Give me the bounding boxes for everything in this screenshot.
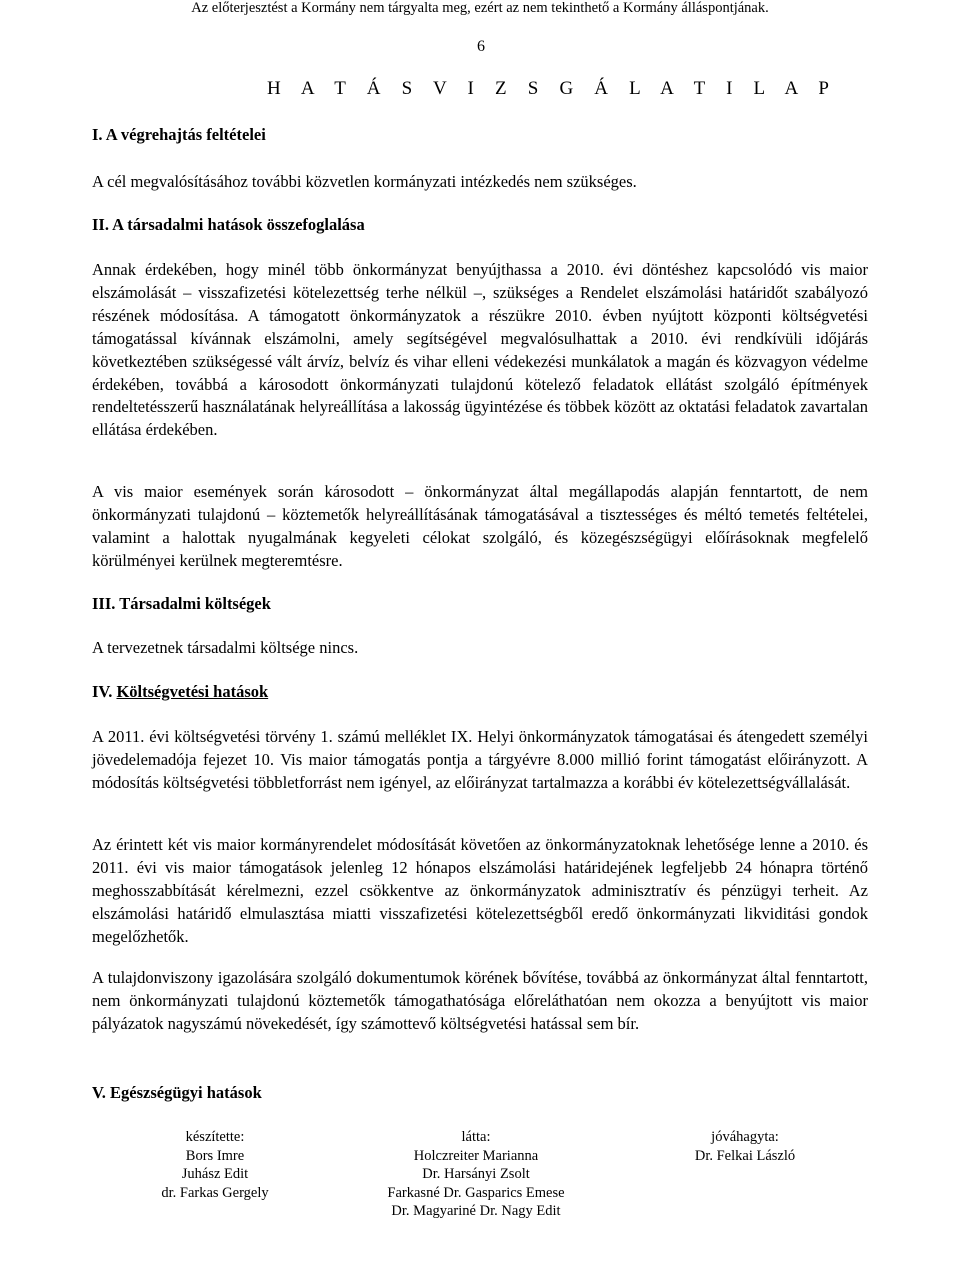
- signature-seen-name: Farkasné Dr. Gasparics Emese: [387, 1184, 565, 1201]
- signature-prepared-name: Juhász Edit: [181, 1166, 249, 1183]
- section-2-paragraph-1: Annak érdekében, hogy minél több önkormányzat benyújthassa a 2010. évi döntéshez kapcsolódó vis maior elszámolását – visszafizetési kötelezettség terhe nélkül –, szükséges a Rendelet elszámolási határidőt szabályozó részének módosítása. A támogatott önkormányzatok a részükre 2010. évben nyújtott központi költségvetési támogatással kívánnak elszámolni, amely segítségével megvalósulhattak a 2010. évi rendkívüli időjárás következtében szükségessé vált árvíz, belvíz és vihar elleni védekezési munkálatok a magán és közvagyon védelme érdekében, továbbá a károsodott önkormányzati tulajdonú kötelező feladatok ellátást szolgáló építmények rendeltetésszerű használatának helyreállítása a lakosság ügyintézése és többek között az oktatási feladatok zavartalan ellátása érdekében.: [92, 260, 868, 440]
- section-2-paragraph-2: A vis maior események során károsodott – önkormányzat által megállapodás alapján fenntartott, de nem önkormányzati tulajdonú – köztemetők helyreállításának támogatásával a tisztességes és méltó temetés feltételei, valamint a halottak nyugalmának kegyeleti célokat szolgáló, és közegészségügyi előírásoknak megfelelő körülményei kerülnek megteremtésre.: [92, 482, 868, 570]
- section-4-paragraph-3: A tulajdonviszony igazolására szolgáló dokumentumok körének bővítése, továbbá az önkormányzat által fenntartott, nem önkormányzati tulajdonú köztemetők támogathatósága előreláthatóan nem okozza a benyújtott vis maior pályázatok nagyszámú növekedését, így számottevő költségvetési hatással sem bír.: [92, 968, 868, 1033]
- section-3-paragraph-1: A tervezetnek társadalmi költsége nincs.: [92, 638, 359, 657]
- section-heading-1: I. A végrehajtás feltételei: [92, 125, 266, 144]
- signature-prepared-name: Bors Imre: [185, 1147, 245, 1164]
- signature-seen-label: látta:: [461, 1129, 491, 1145]
- form-title: H A T Á S V I Z S G Á L A T I L A P: [267, 78, 835, 99]
- signature-approved-name: Dr. Felkai László: [694, 1147, 796, 1164]
- signature-seen-name: Dr. Magyariné Dr. Nagy Edit: [391, 1203, 561, 1220]
- section-heading-5: V. Egészségügyi hatások: [92, 1083, 262, 1102]
- section-heading-4: IV. Költségvetési hatások: [92, 682, 269, 701]
- signature-seen-name: Holczreiter Marianna: [413, 1147, 539, 1164]
- signature-prepared: [120, 1128, 310, 1202]
- signature-approved: [650, 1128, 840, 1165]
- section-heading-3: III. Társadalmi költségek: [92, 594, 271, 613]
- header-notice: Az előterjesztést a Kormány nem tárgyalta meg, ezért az nem tekinthető a Kormány álláspontjának.: [191, 0, 769, 16]
- section-heading-2: II. A társadalmi hatások összefoglalása: [92, 215, 365, 234]
- section-4-paragraph-1: A 2011. évi költségvetési törvény 1. számú melléklet IX. Helyi önkormányzatok támogatásai és átengedett személyi jövedelemadója fejezet 10. Vis maior támogatás pontja a tárgyévre 8.000 millió forint támogatást előirányzott. A módosítás költségvetési többletforrást nem igényel, az előirányzat tartalmazza a korábbi év kötelezettségvállalását.: [92, 727, 868, 792]
- signature-prepared-name: dr. Farkas Gergely: [161, 1184, 269, 1201]
- section-4-paragraph-2: Az érintett két vis maior kormányrendelet módosítását követően az önkormányzatoknak lehetősége lenne a 2010. és 2011. évi vis maior támogatások jelenleg 12 hónapos elszámolási határidejének legfeljebb 24 hónapra történő meghosszabbítását kérelmezni, ezzel csökkentve az önkormányzatok adminisztratív és pénzügyi terheit. Az elszámolási határidő elmulasztása miatti visszafizetési kötelezettségből eredő önkormányzati likviditási gondok megelőzhetők.: [92, 835, 868, 946]
- signature-prepared-label: készítette:: [185, 1129, 245, 1145]
- signature-seen: [356, 1128, 596, 1221]
- signature-seen-name: Dr. Harsányi Zsolt: [422, 1166, 530, 1183]
- section-1-paragraph-1: A cél megvalósításához további közvetlen kormányzati intézkedés nem szükséges.: [92, 172, 637, 191]
- page-number: 6: [477, 38, 485, 55]
- signature-approved-label: jóváhagyta:: [711, 1129, 779, 1145]
